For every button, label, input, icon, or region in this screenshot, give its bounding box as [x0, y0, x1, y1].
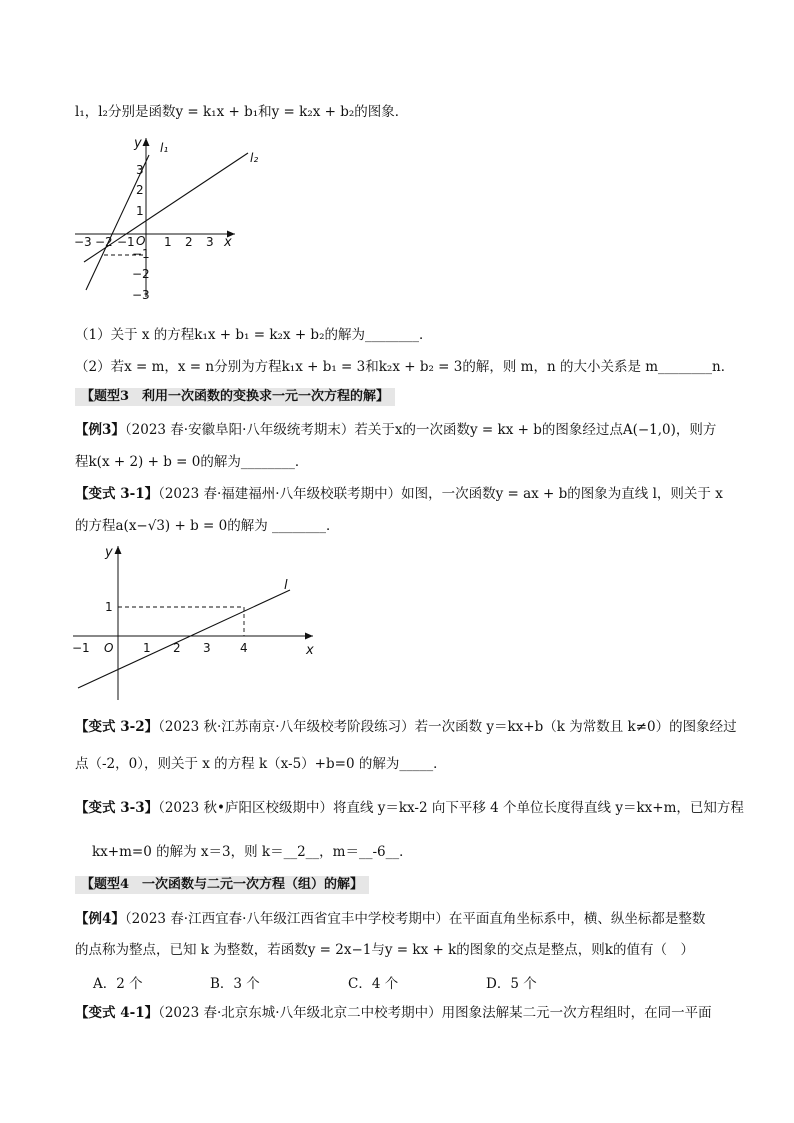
g2-l-label: l	[284, 578, 288, 593]
example-4-text: （2023 春·江西宜春·八年级江西省宜丰中学校考期中）在平面直角坐标系中，横、纵坐标都是整数	[124, 911, 706, 927]
g2-xtick: 2	[173, 641, 181, 655]
g1-xtick: −1	[117, 235, 135, 249]
example-4-line-2: 的点称为整点，已知 k 为整数，若函数y = 2x−1与y = kx + k的图象的交点是整点，则k的值有（ ）	[75, 942, 694, 958]
g1-ytick: 3	[136, 163, 144, 177]
g1-y-label: y	[134, 136, 142, 151]
question-1: （1）关于 x 的方程k₁x + b₁ = k₂x + b₂的解为________．	[75, 327, 433, 343]
example-4-line-1	[75, 909, 705, 929]
g2-xtick: 3	[203, 641, 211, 655]
g1-ytick: −1	[132, 247, 150, 261]
variant-3-3-tag: 【变式 3-3】	[75, 800, 159, 816]
example-4-tag: 【例4】	[75, 911, 125, 927]
variant-3-1-line-1	[75, 484, 723, 504]
example-3-line-1	[75, 420, 716, 440]
variant-3-2-line-2: 点（-2，0），则关于 x 的方程 k（x-5）+b=0 的解为_____．	[75, 756, 447, 772]
variant-3-1-text: （2023 春·福建福州·八年级校联考期中）如图，一次函数y = ax + b的图象为直线 l，则关于 x	[158, 486, 723, 502]
example-3-line-2: 程k(x + 2) + b = 0的解为________．	[75, 454, 309, 470]
variant-3-3-line-1	[75, 798, 744, 818]
variant-4-1-tag: 【变式 4-1】	[75, 1005, 159, 1021]
x-axis-arrow	[305, 633, 313, 640]
g1-origin: O	[136, 234, 146, 248]
option-c: C．4 个	[348, 976, 399, 992]
g1-xtick: 1	[164, 235, 172, 249]
g1-xtick: 3	[206, 235, 214, 249]
g1-xtick: 2	[185, 235, 193, 249]
variant-3-2-tag: 【变式 3-2】	[75, 719, 159, 735]
variant-3-1-line-2: 的方程a(x−√3) + b = 0的解为 ________．	[75, 518, 340, 534]
variant-3-1-tag: 【变式 3-1】	[75, 486, 159, 502]
graph-2	[68, 540, 328, 700]
g1-xtick: −3	[74, 235, 92, 249]
section-title-4: 【题型4 一次函数与二元一次方程（组）的解】	[75, 876, 369, 894]
g1-x-label: x	[224, 235, 232, 250]
example-3-text: （2023 春·安徽阜阳·八年级统考期末）若关于x的一次函数y = kx + b的图象经过点A(−1,0)，则方	[124, 422, 717, 438]
graph-1	[70, 132, 270, 307]
g1-l2-label: l₂	[250, 151, 259, 165]
example-3-tag: 【例3】	[75, 422, 125, 438]
variant-4-1-line-1	[75, 1003, 712, 1023]
g2-x-label: x	[306, 643, 314, 658]
question-2: （2）若x = m，x = n分别为方程k₁x + b₁ = 3和k₂x + b₂ = 3的解，则 m，n 的大小关系是 m________n．	[75, 359, 735, 375]
g1-ytick: 1	[136, 204, 144, 218]
g1-ytick: −3	[132, 288, 150, 302]
g2-origin: O	[104, 641, 114, 655]
y-axis-arrow	[143, 138, 150, 146]
g2-xtick: 1	[143, 641, 151, 655]
option-d: D．5 个	[486, 976, 537, 992]
g2-xtick: 4	[240, 641, 248, 655]
variant-4-1-text: （2023 春·北京东城·八年级北京二中校考期中）用图象法解某二元一次方程组时，在同一平面	[158, 1005, 712, 1021]
variant-3-2-text: （2023 秋·江苏南京·八年级校考阶段练习）若一次函数 y＝kx+b（k 为常数且 k≠0）的图象经过	[158, 719, 737, 735]
variant-3-3-line-2: kx+m=0 的解为 x＝3，则 k＝__2__，m＝__-6__．	[92, 844, 413, 860]
g1-ytick: −2	[132, 267, 150, 281]
section-title-3: 【题型3 利用一次函数的变换求一元一次方程的解】	[75, 388, 395, 406]
variant-3-3-text: （2023 秋•庐阳区校级期中）将直线 y＝kx-2 向下平移 4 个单位长度得直线 y＝kx+m，已知方程	[158, 800, 744, 816]
option-a: A．2 个	[93, 976, 143, 992]
g2-y-label: y	[105, 545, 113, 560]
g1-ytick: 2	[136, 183, 144, 197]
g2-xtick: −1	[72, 641, 90, 655]
option-b: B．3 个	[210, 976, 260, 992]
y-axis-arrow	[115, 546, 122, 554]
intro-text: l₁，l₂分别是函数y = k₁x + b₁和y = k₂x + b₂的图象．	[75, 104, 409, 120]
g1-l1-label: l₁	[160, 141, 169, 155]
g1-xtick: −2	[95, 235, 113, 249]
variant-3-2-line-1	[75, 717, 737, 737]
g2-ytick: 1	[105, 600, 113, 614]
